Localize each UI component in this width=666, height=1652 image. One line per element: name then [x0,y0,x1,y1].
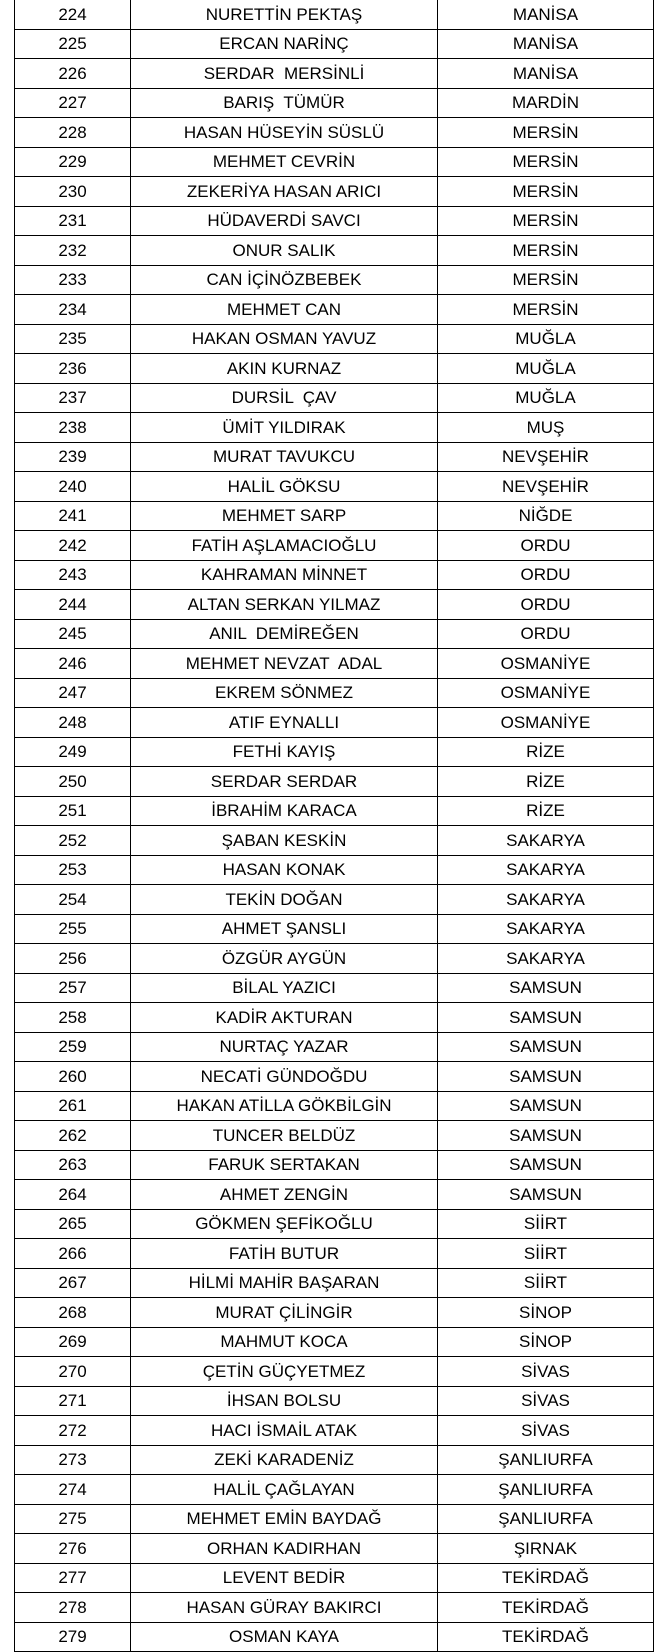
city-cell: OSMANİYE [438,649,654,679]
table-row [15,236,654,266]
row-number-cell: 250 [15,767,131,797]
row-number-cell: 244 [15,590,131,620]
city-cell: SAMSUN [438,973,654,1003]
name-cell: MEHMET CAN [131,295,438,325]
row-number-cell: 259 [15,1032,131,1062]
name-cell: ÇETİN GÜÇYETMEZ [131,1357,438,1387]
row-number-cell: 258 [15,1003,131,1033]
name-cell: ÖZGÜR AYGÜN [131,944,438,974]
name-cell: ERCAN NARİNÇ [131,29,438,59]
city-cell: SAMSUN [438,1091,654,1121]
row-number-cell: 243 [15,560,131,590]
table-row [15,914,654,944]
row-number-cell: 270 [15,1357,131,1387]
name-cell: MEHMET NEVZAT ADAL [131,649,438,679]
row-number-cell: 241 [15,501,131,531]
table-row [15,265,654,295]
table-row [15,560,654,590]
name-cell: MEHMET EMİN BAYDAĞ [131,1504,438,1534]
city-cell: NEVŞEHİR [438,442,654,472]
table-row [15,619,654,649]
name-cell: TUNCER BELDÜZ [131,1121,438,1151]
name-cell: DURSİL ÇAV [131,383,438,413]
name-cell: HACI İSMAİL ATAK [131,1416,438,1446]
table-row [15,118,654,148]
table-row [15,59,654,89]
city-cell: SAMSUN [438,1121,654,1151]
city-cell: MERSİN [438,295,654,325]
city-cell: SAMSUN [438,1032,654,1062]
table-row [15,1445,654,1475]
name-cell: BARIŞ TÜMÜR [131,88,438,118]
row-number-cell: 266 [15,1239,131,1269]
row-number-cell: 239 [15,442,131,472]
table-row [15,1327,654,1357]
table-row [15,1239,654,1269]
city-cell: ORDU [438,619,654,649]
name-cell: MURAT ÇİLİNGİR [131,1298,438,1328]
table-row [15,855,654,885]
city-cell: SAKARYA [438,826,654,856]
name-cell: NURETTİN PEKTAŞ [131,0,438,29]
name-cell: ÜMİT YILDIRAK [131,413,438,443]
name-cell: EKREM SÖNMEZ [131,678,438,708]
table-row [15,1622,654,1652]
city-cell: NEVŞEHİR [438,472,654,502]
row-number-cell: 248 [15,708,131,738]
row-number-cell: 274 [15,1475,131,1505]
table-row [15,177,654,207]
city-cell: ORDU [438,590,654,620]
city-cell: MANİSA [438,29,654,59]
table-row [15,29,654,59]
table-row [15,1209,654,1239]
table-row [15,295,654,325]
city-cell: TEKİRDAĞ [438,1622,654,1652]
row-number-cell: 273 [15,1445,131,1475]
table-row [15,147,654,177]
table-row [15,826,654,856]
name-cell: OSMAN KAYA [131,1622,438,1652]
city-cell: MERSİN [438,206,654,236]
table-row [15,324,654,354]
city-cell: TEKİRDAĞ [438,1593,654,1623]
city-cell: SAKARYA [438,855,654,885]
name-cell: ATIF EYNALLI [131,708,438,738]
city-cell: SİNOP [438,1298,654,1328]
table-row [15,1150,654,1180]
row-number-cell: 279 [15,1622,131,1652]
name-cell: ALTAN SERKAN YILMAZ [131,590,438,620]
city-cell: MUŞ [438,413,654,443]
table-row [15,1357,654,1387]
city-cell: SİİRT [438,1239,654,1269]
city-cell: SİVAS [438,1357,654,1387]
row-number-cell: 224 [15,0,131,29]
city-cell: SAKARYA [438,885,654,915]
name-cell: FATİH AŞLAMACIOĞLU [131,531,438,561]
city-cell: MERSİN [438,177,654,207]
city-cell: SİİRT [438,1268,654,1298]
row-number-cell: 260 [15,1062,131,1092]
name-cell: FETHİ KAYIŞ [131,737,438,767]
name-cell: MEHMET CEVRİN [131,147,438,177]
city-cell: SİVAS [438,1386,654,1416]
name-cell: ZEKİ KARADENİZ [131,1445,438,1475]
row-number-cell: 234 [15,295,131,325]
table-row [15,1386,654,1416]
name-cell: MURAT TAVUKCU [131,442,438,472]
city-cell: ORDU [438,531,654,561]
table-row [15,501,654,531]
table-row [15,442,654,472]
table-row [15,531,654,561]
table-row [15,737,654,767]
name-cell: ŞABAN KESKİN [131,826,438,856]
row-number-cell: 263 [15,1150,131,1180]
table-row [15,767,654,797]
city-cell: NİĞDE [438,501,654,531]
table-row [15,1032,654,1062]
city-cell: SİİRT [438,1209,654,1239]
row-number-cell: 231 [15,206,131,236]
name-cell: FARUK SERTAKAN [131,1150,438,1180]
table-row [15,973,654,1003]
table-row [15,1416,654,1446]
row-number-cell: 229 [15,147,131,177]
name-cell: MAHMUT KOCA [131,1327,438,1357]
city-cell: RİZE [438,767,654,797]
row-number-cell: 254 [15,885,131,915]
city-cell: ŞIRNAK [438,1534,654,1564]
city-cell: RİZE [438,796,654,826]
row-number-cell: 262 [15,1121,131,1151]
row-number-cell: 236 [15,354,131,384]
city-cell: TEKİRDAĞ [438,1563,654,1593]
row-number-cell: 226 [15,59,131,89]
table-body [15,0,654,1652]
name-cell: LEVENT BEDİR [131,1563,438,1593]
name-cell: BİLAL YAZICI [131,973,438,1003]
row-number-cell: 256 [15,944,131,974]
table-row [15,1593,654,1623]
table-row [15,88,654,118]
name-cell: HAKAN OSMAN YAVUZ [131,324,438,354]
name-cell: SERDAR SERDAR [131,767,438,797]
table-row [15,1298,654,1328]
name-cell: HALİL ÇAĞLAYAN [131,1475,438,1505]
city-cell: ŞANLIURFA [438,1504,654,1534]
row-number-cell: 278 [15,1593,131,1623]
city-cell: SAMSUN [438,1003,654,1033]
row-number-cell: 257 [15,973,131,1003]
row-number-cell: 277 [15,1563,131,1593]
city-cell: SİVAS [438,1416,654,1446]
name-cell: HASAN KONAK [131,855,438,885]
name-cell: İBRAHİM KARACA [131,796,438,826]
city-cell: MERSİN [438,236,654,266]
row-number-cell: 247 [15,678,131,708]
name-cell: HASAN HÜSEYİN SÜSLÜ [131,118,438,148]
name-cell: GÖKMEN ŞEFİKOĞLU [131,1209,438,1239]
city-cell: MERSİN [438,118,654,148]
city-cell: ORDU [438,560,654,590]
name-cell: AHMET ŞANSLI [131,914,438,944]
name-cell: İHSAN BOLSU [131,1386,438,1416]
table-row [15,796,654,826]
city-cell: OSMANİYE [438,678,654,708]
row-number-cell: 246 [15,649,131,679]
city-cell: MERSİN [438,147,654,177]
row-number-cell: 255 [15,914,131,944]
city-cell: SAMSUN [438,1180,654,1210]
row-number-cell: 228 [15,118,131,148]
row-number-cell: 252 [15,826,131,856]
row-number-cell: 275 [15,1504,131,1534]
table-row [15,885,654,915]
row-number-cell: 267 [15,1268,131,1298]
name-cell: ANIL DEMİREĞEN [131,619,438,649]
city-cell: MANİSA [438,59,654,89]
row-number-cell: 249 [15,737,131,767]
table-row [15,206,654,236]
row-number-cell: 261 [15,1091,131,1121]
row-number-cell: 268 [15,1298,131,1328]
city-cell: MUĞLA [438,324,654,354]
city-cell: SAKARYA [438,944,654,974]
row-number-cell: 237 [15,383,131,413]
table-row [15,649,654,679]
name-cell: TEKİN DOĞAN [131,885,438,915]
table-row [15,383,654,413]
row-number-cell: 233 [15,265,131,295]
row-number-cell: 240 [15,472,131,502]
row-number-cell: 251 [15,796,131,826]
city-cell: MUĞLA [438,354,654,384]
table-row [15,1062,654,1092]
table-row [15,1003,654,1033]
row-number-cell: 238 [15,413,131,443]
table-row [15,1091,654,1121]
table-row [15,1475,654,1505]
city-cell: MARDİN [438,88,654,118]
city-cell: ŞANLIURFA [438,1445,654,1475]
name-cell: MEHMET SARP [131,501,438,531]
city-cell: SAMSUN [438,1062,654,1092]
table-row [15,1504,654,1534]
row-number-cell: 242 [15,531,131,561]
name-cell: ONUR SALIK [131,236,438,266]
table-row [15,678,654,708]
name-cell: ORHAN KADIRHAN [131,1534,438,1564]
name-cell: FATİH BUTUR [131,1239,438,1269]
city-cell: RİZE [438,737,654,767]
row-number-cell: 232 [15,236,131,266]
city-cell: ŞANLIURFA [438,1475,654,1505]
table-row [15,1180,654,1210]
row-number-cell: 272 [15,1416,131,1446]
table-row [15,590,654,620]
row-number-cell: 225 [15,29,131,59]
name-cell: ZEKERİYA HASAN ARICI [131,177,438,207]
delegate-table [14,0,654,1652]
name-cell: HALİL GÖKSU [131,472,438,502]
name-cell: CAN İÇİNÖZBEBEK [131,265,438,295]
city-cell: SAMSUN [438,1150,654,1180]
city-cell: OSMANİYE [438,708,654,738]
table-row [15,413,654,443]
row-number-cell: 265 [15,1209,131,1239]
name-cell: HASAN GÜRAY BAKIRCI [131,1593,438,1623]
row-number-cell: 245 [15,619,131,649]
row-number-cell: 271 [15,1386,131,1416]
city-cell: MANİSA [438,0,654,29]
name-cell: HÜDAVERDİ SAVCI [131,206,438,236]
table-row [15,0,654,29]
table-row [15,1563,654,1593]
table-row [15,472,654,502]
name-cell: NECATİ GÜNDOĞDU [131,1062,438,1092]
row-number-cell: 269 [15,1327,131,1357]
name-cell: AHMET ZENGİN [131,1180,438,1210]
table-row [15,1121,654,1151]
table-row [15,1268,654,1298]
table-row [15,708,654,738]
name-cell: AKIN KURNAZ [131,354,438,384]
table-row [15,354,654,384]
city-cell: SAKARYA [438,914,654,944]
name-cell: SERDAR MERSİNLİ [131,59,438,89]
table-row [15,1534,654,1564]
name-cell: KAHRAMAN MİNNET [131,560,438,590]
table-row [15,944,654,974]
row-number-cell: 264 [15,1180,131,1210]
row-number-cell: 235 [15,324,131,354]
name-cell: HİLMİ MAHİR BAŞARAN [131,1268,438,1298]
row-number-cell: 230 [15,177,131,207]
city-cell: MUĞLA [438,383,654,413]
row-number-cell: 227 [15,88,131,118]
row-number-cell: 276 [15,1534,131,1564]
city-cell: SİNOP [438,1327,654,1357]
row-number-cell: 253 [15,855,131,885]
name-cell: NURTAÇ YAZAR [131,1032,438,1062]
name-cell: KADİR AKTURAN [131,1003,438,1033]
city-cell: MERSİN [438,265,654,295]
name-cell: HAKAN ATİLLA GÖKBİLGİN [131,1091,438,1121]
